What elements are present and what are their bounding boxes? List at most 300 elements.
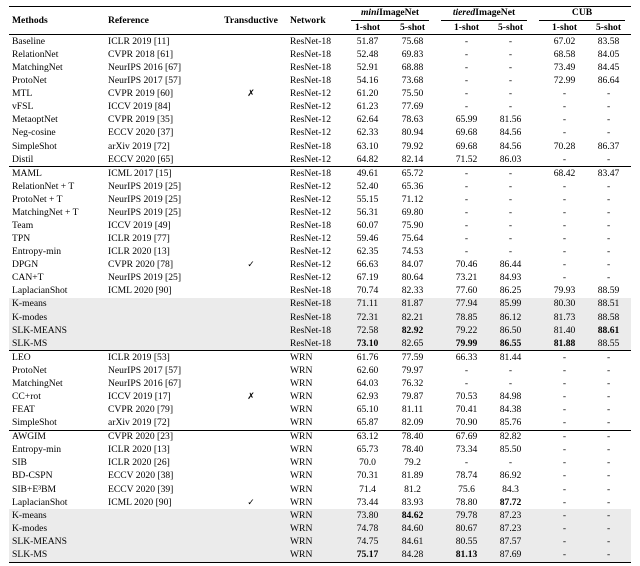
- value-cell: 81.88: [533, 337, 586, 351]
- network-cell: ResNet-12: [290, 246, 332, 258]
- reference-cell: ICLR 2020 [13]: [108, 444, 170, 456]
- value-cell: -: [464, 377, 469, 389]
- value-cell: -: [606, 444, 611, 456]
- method-cell: MTL: [12, 88, 33, 100]
- value-cell: -: [562, 404, 567, 416]
- value-cell: 73.80: [345, 509, 390, 522]
- network-cell: WRN: [290, 483, 313, 495]
- value-cell: 62.64: [356, 114, 379, 126]
- value-cell: -: [508, 220, 513, 231]
- method-cell: MatchingNet: [12, 62, 63, 74]
- reference-cell: NeurIPS 2016 [67]: [108, 62, 182, 74]
- value-cell: 60.07: [356, 220, 379, 231]
- value-cell: -: [606, 496, 611, 508]
- reference-cell: [105, 549, 215, 563]
- value-cell: -: [464, 364, 469, 376]
- value-cell: 75.64: [401, 233, 424, 245]
- value-cell: 83.93: [401, 496, 424, 508]
- value-cell: 87.57: [488, 535, 533, 548]
- method-cell: SLK-MS: [9, 549, 105, 563]
- network-cell: ResNet-12: [290, 272, 332, 284]
- network-cell: ResNet-18: [290, 140, 332, 152]
- value-cell: -: [606, 220, 611, 231]
- method-cell: LEO: [9, 351, 105, 365]
- transductive-cell: [215, 404, 287, 417]
- network-cell: ResNet-12: [290, 114, 332, 126]
- value-cell: -: [533, 535, 586, 548]
- reference-cell: CVPR 2019 [60]: [108, 88, 174, 100]
- value-cell: 86.64: [597, 75, 620, 87]
- method-cell: SimpleShot: [12, 140, 57, 152]
- value-cell: -: [606, 483, 611, 495]
- transductive-cell: [215, 417, 287, 431]
- value-cell: 80.67: [435, 522, 488, 535]
- reference-cell: [105, 522, 215, 535]
- value-cell: -: [508, 364, 513, 376]
- value-cell: -: [435, 167, 488, 181]
- transductive-cell: ✓: [247, 497, 255, 508]
- table-row: [9, 404, 631, 417]
- transductive-cell: [215, 193, 287, 206]
- value-cell: -: [606, 417, 611, 429]
- value-cell: 84.98: [499, 391, 522, 403]
- table-row: [9, 220, 631, 233]
- value-cell: -: [464, 180, 469, 192]
- network-cell: ResNet-18: [287, 324, 345, 337]
- value-cell: 68.88: [401, 62, 424, 74]
- value-cell: 84.60: [390, 522, 435, 535]
- value-cell: -: [606, 153, 611, 165]
- table-row: [9, 496, 631, 509]
- value-cell: 81.44: [488, 351, 533, 365]
- value-cell: -: [606, 470, 611, 482]
- reference-cell: ECCV 2020 [65]: [108, 153, 174, 165]
- value-cell: -: [508, 193, 513, 205]
- transductive-cell: [215, 220, 287, 233]
- table-header: [9, 7, 631, 35]
- value-cell: -: [464, 62, 469, 74]
- network-cell: ResNet-18: [290, 285, 332, 297]
- table-row: [9, 378, 631, 391]
- reference-cell: ICLR 2019 [77]: [108, 233, 170, 245]
- transductive-cell: [215, 272, 287, 285]
- method-cell: MAML: [9, 167, 105, 181]
- method-cell: K-means: [9, 509, 105, 522]
- method-cell: Team: [12, 220, 34, 231]
- table-row: [9, 285, 631, 298]
- value-cell: -: [508, 457, 513, 469]
- network-cell: ResNet-12: [290, 153, 332, 165]
- value-cell: 70.28: [553, 140, 576, 152]
- value-cell: 78.40: [390, 430, 435, 444]
- reference-cell: ICML 2020 [90]: [108, 285, 172, 297]
- value-cell: -: [508, 101, 513, 113]
- value-cell: 84.93: [499, 272, 522, 284]
- table-row: [9, 35, 631, 49]
- value-cell: 75.68: [401, 35, 424, 47]
- value-cell: 66.33: [435, 351, 488, 365]
- value-cell: -: [562, 259, 567, 271]
- group-label-italic: mini: [360, 7, 380, 18]
- value-cell: -: [586, 430, 631, 444]
- reference-cell: CVPR 2019 [35]: [108, 114, 174, 126]
- group-label-italic: tiered: [452, 7, 476, 18]
- transductive-cell: [215, 457, 287, 470]
- network-cell: ResNet-12: [290, 206, 332, 218]
- group-header-row: [9, 7, 631, 22]
- value-cell: -: [562, 101, 567, 113]
- method-cell: CC+rot: [12, 391, 41, 403]
- value-cell: -: [606, 180, 611, 192]
- transductive-cell: [215, 285, 287, 298]
- value-cell: 79.93: [553, 285, 576, 297]
- value-cell: -: [606, 233, 611, 245]
- value-cell: 78.40: [401, 444, 424, 456]
- network-cell: ResNet-18: [287, 311, 345, 324]
- value-cell: 52.48: [356, 48, 379, 60]
- transductive-cell: [215, 378, 287, 391]
- value-cell: 70.0: [359, 457, 376, 469]
- value-cell: 79.99: [435, 337, 488, 351]
- value-cell: 88.61: [586, 324, 631, 337]
- value-cell: 81.11: [401, 404, 424, 416]
- value-cell: 86.03: [499, 153, 522, 165]
- value-cell: 70.41: [455, 404, 478, 416]
- value-cell: -: [586, 351, 631, 365]
- reference-cell: CVPR 2020 [79]: [108, 404, 174, 416]
- value-cell: 64.03: [356, 377, 379, 389]
- value-cell: 73.21: [455, 272, 478, 284]
- col-group-miniimagenet: [345, 7, 435, 22]
- method-cell: MatchingNet + T: [12, 206, 79, 218]
- transductive-cell: [215, 153, 287, 167]
- value-cell: -: [562, 153, 567, 165]
- value-cell: 79.97: [401, 364, 424, 376]
- reference-cell: NeurIPS 2019 [25]: [108, 193, 182, 205]
- value-cell: 76.32: [401, 377, 424, 389]
- network-cell: ResNet-12: [290, 233, 332, 245]
- transductive-cell: [215, 337, 287, 351]
- value-cell: -: [606, 457, 611, 469]
- value-cell: -: [562, 127, 567, 139]
- value-cell: 63.10: [356, 140, 379, 152]
- value-cell: -: [562, 220, 567, 231]
- table-row: [9, 259, 631, 272]
- value-cell: 74.53: [401, 246, 424, 258]
- value-cell: -: [508, 377, 513, 389]
- col-header-mini-1shot: 1-shot: [345, 21, 390, 35]
- value-cell: 70.46: [455, 259, 478, 271]
- value-cell: 84.07: [401, 259, 424, 271]
- value-cell: 79.22: [435, 324, 488, 337]
- transductive-cell: [215, 522, 287, 535]
- transductive-cell: [215, 324, 287, 337]
- value-cell: 72.31: [345, 311, 390, 324]
- value-cell: -: [464, 48, 469, 60]
- network-cell: ResNet-12: [290, 180, 332, 192]
- method-cell: ProtoNet: [12, 75, 47, 87]
- table-row: [9, 62, 631, 75]
- value-cell: 66.63: [356, 259, 379, 271]
- method-cell: Baseline: [12, 35, 46, 47]
- transductive-cell: [215, 470, 287, 483]
- value-cell: 78.63: [401, 114, 424, 126]
- transductive-cell: [215, 311, 287, 324]
- value-cell: -: [508, 246, 513, 258]
- reference-cell: NeurIPS 2016 [67]: [108, 377, 182, 389]
- value-cell: 86.92: [499, 470, 522, 482]
- value-cell: 77.69: [401, 101, 424, 113]
- method-cell: Distil: [12, 153, 34, 165]
- col-header-network: Network: [287, 7, 345, 35]
- value-cell: 78.74: [455, 470, 478, 482]
- value-cell: -: [606, 193, 611, 205]
- value-cell: 78.85: [435, 311, 488, 324]
- network-cell: WRN: [287, 509, 345, 522]
- group-label: ImageNet: [475, 7, 516, 18]
- value-cell: -: [533, 430, 586, 444]
- value-cell: -: [562, 377, 567, 389]
- reference-cell: ICLR 2020 [13]: [108, 246, 170, 258]
- value-cell: 75.90: [401, 220, 424, 231]
- method-cell: RelationNet: [12, 48, 59, 60]
- value-cell: -: [464, 457, 469, 469]
- reference-cell: CVPR 2018 [61]: [108, 48, 174, 60]
- network-cell: WRN: [290, 391, 313, 403]
- value-cell: 65.87: [356, 417, 379, 429]
- value-cell: 80.55: [435, 535, 488, 548]
- col-header-cub-1shot: 1-shot: [533, 21, 586, 35]
- table-row: [9, 483, 631, 496]
- transductive-cell: [215, 430, 287, 444]
- value-cell: 79.2: [404, 457, 421, 469]
- method-cell: K-means: [9, 298, 105, 311]
- value-cell: -: [606, 272, 611, 284]
- group-label: CUB: [571, 7, 593, 18]
- transductive-cell: [215, 246, 287, 259]
- value-cell: 79.92: [401, 140, 424, 152]
- value-cell: 85.76: [499, 417, 522, 429]
- reference-cell: ICCV 2019 [17]: [108, 391, 171, 403]
- method-cell: vFSL: [12, 101, 34, 113]
- network-cell: WRN: [290, 377, 313, 389]
- value-cell: 73.49: [553, 62, 576, 74]
- network-cell: ResNet-18: [290, 220, 332, 231]
- value-cell: 86.44: [499, 259, 522, 271]
- network-cell: ResNet-18: [290, 62, 332, 74]
- value-cell: -: [562, 233, 567, 245]
- value-cell: -: [562, 444, 567, 456]
- reference-cell: [105, 535, 215, 548]
- table-row: [9, 193, 631, 206]
- value-cell: 80.64: [401, 272, 424, 284]
- value-cell: -: [562, 206, 567, 218]
- value-cell: 84.38: [499, 404, 522, 416]
- value-cell: 75.17: [345, 549, 390, 563]
- value-cell: 87.72: [499, 496, 522, 508]
- value-cell: 61.20: [356, 88, 379, 100]
- network-cell: WRN: [290, 496, 313, 508]
- col-header-transductive: Transductive: [215, 7, 287, 35]
- value-cell: 72.99: [553, 75, 576, 87]
- table-row: [9, 351, 631, 365]
- value-cell: 77.59: [390, 351, 435, 365]
- value-cell: 62.93: [356, 391, 379, 403]
- table-row: [9, 337, 631, 351]
- reference-cell: ECCV 2020 [38]: [108, 470, 174, 482]
- network-cell: WRN: [290, 444, 313, 456]
- value-cell: 88.55: [586, 337, 631, 351]
- value-cell: -: [562, 496, 567, 508]
- table-row: [9, 180, 631, 193]
- value-cell: -: [464, 35, 469, 47]
- table-row: [9, 457, 631, 470]
- reference-cell: ICML 2017 [15]: [105, 167, 215, 181]
- reference-cell: ICLR 2019 [53]: [105, 351, 215, 365]
- value-cell: -: [606, 404, 611, 416]
- value-cell: 82.65: [390, 337, 435, 351]
- reference-cell: ICLR 2019 [11]: [108, 35, 170, 47]
- value-cell: 84.3: [502, 483, 519, 495]
- transductive-cell: [215, 75, 287, 88]
- value-cell: -: [508, 206, 513, 218]
- value-cell: -: [586, 522, 631, 535]
- value-cell: 65.99: [455, 114, 478, 126]
- table-row: [9, 509, 631, 522]
- value-cell: 52.91: [356, 62, 379, 74]
- value-cell: 49.61: [345, 167, 390, 181]
- value-cell: 82.14: [401, 153, 424, 165]
- value-cell: 86.25: [499, 285, 522, 297]
- transductive-cell: [215, 298, 287, 311]
- value-cell: 84.56: [499, 140, 522, 152]
- group-label: ImageNet: [379, 7, 420, 18]
- value-cell: 81.13: [435, 549, 488, 563]
- network-cell: WRN: [287, 535, 345, 548]
- value-cell: -: [562, 470, 567, 482]
- value-cell: 88.59: [597, 285, 620, 297]
- transductive-cell: [215, 49, 287, 62]
- value-cell: 77.94: [435, 298, 488, 311]
- value-cell: -: [464, 206, 469, 218]
- value-cell: 52.40: [356, 180, 379, 192]
- value-cell: 85.50: [499, 444, 522, 456]
- method-cell: MetaoptNet: [12, 114, 58, 126]
- col-header-reference: Reference: [105, 7, 215, 35]
- value-cell: 82.09: [401, 417, 424, 429]
- table-row: [9, 417, 631, 431]
- value-cell: 87.23: [488, 509, 533, 522]
- method-cell: FEAT: [12, 404, 35, 416]
- value-cell: 86.55: [488, 337, 533, 351]
- value-cell: 68.58: [553, 48, 576, 60]
- transductive-cell: [215, 549, 287, 563]
- value-cell: 86.50: [488, 324, 533, 337]
- value-cell: 81.87: [390, 298, 435, 311]
- value-cell: 84.05: [597, 48, 620, 60]
- value-cell: -: [606, 391, 611, 403]
- method-cell: SLK-MS: [9, 337, 105, 351]
- transductive-cell: [215, 180, 287, 193]
- value-cell: -: [464, 233, 469, 245]
- value-cell: 61.23: [356, 101, 379, 113]
- value-cell: -: [464, 220, 469, 231]
- network-cell: WRN: [290, 404, 313, 416]
- table-row: [9, 391, 631, 404]
- value-cell: -: [562, 193, 567, 205]
- network-cell: WRN: [287, 351, 345, 365]
- value-cell: 84.28: [390, 549, 435, 563]
- network-cell: ResNet-18: [287, 167, 345, 181]
- value-cell: 59.46: [356, 233, 379, 245]
- value-cell: 84.61: [390, 535, 435, 548]
- col-group-tieredimagenet: [435, 7, 533, 22]
- reference-cell: ICCV 2019 [84]: [108, 101, 171, 113]
- transductive-cell: [215, 509, 287, 522]
- table-row: [9, 114, 631, 127]
- value-cell: -: [586, 509, 631, 522]
- table-row: [9, 101, 631, 114]
- value-cell: 65.73: [356, 444, 379, 456]
- value-cell: 69.68: [455, 140, 478, 152]
- table-row: [9, 127, 631, 140]
- method-cell: K-modes: [9, 311, 105, 324]
- method-cell: LaplacianShot: [12, 496, 68, 508]
- col-header-tiered-1shot: 1-shot: [435, 21, 488, 35]
- reference-cell: [105, 298, 215, 311]
- col-header-methods: Methods: [9, 7, 105, 35]
- value-cell: -: [464, 193, 469, 205]
- reference-cell: NeurIPS 2019 [25]: [108, 180, 182, 192]
- col-header-tiered-5shot: 5-shot: [488, 21, 533, 35]
- value-cell: 71.52: [455, 153, 478, 165]
- transductive-cell: [215, 101, 287, 114]
- network-cell: ResNet-12: [290, 88, 332, 100]
- method-cell: SIB: [12, 457, 27, 469]
- reference-cell: ECCV 2020 [37]: [108, 127, 174, 139]
- table-row: [9, 140, 631, 153]
- value-cell: 72.58: [345, 324, 390, 337]
- method-cell: Neg-cosine: [12, 127, 56, 139]
- value-cell: 81.73: [533, 311, 586, 324]
- value-cell: -: [562, 272, 567, 284]
- value-cell: -: [562, 114, 567, 126]
- value-cell: 62.33: [356, 127, 379, 139]
- table-row: [9, 233, 631, 246]
- reference-cell: CVPR 2020 [78]: [108, 259, 174, 271]
- value-cell: 86.37: [597, 140, 620, 152]
- col-group-cub: [533, 7, 631, 22]
- transductive-cell: [215, 140, 287, 153]
- value-cell: 54.16: [356, 75, 379, 87]
- value-cell: -: [508, 233, 513, 245]
- value-cell: 80.30: [533, 298, 586, 311]
- table-row: [9, 522, 631, 535]
- network-cell: ResNet-12: [290, 259, 332, 271]
- value-cell: 81.40: [533, 324, 586, 337]
- network-cell: ResNet-18: [290, 75, 332, 87]
- network-cell: ResNet-18: [290, 35, 332, 47]
- method-cell: SLK-MEANS: [9, 535, 105, 548]
- table-row: [9, 298, 631, 311]
- reference-cell: NeurIPS 2017 [57]: [108, 75, 182, 87]
- value-cell: 71.11: [345, 298, 390, 311]
- value-cell: -: [606, 246, 611, 258]
- network-cell: WRN: [287, 549, 345, 563]
- value-cell: 62.60: [356, 364, 379, 376]
- value-cell: 73.68: [401, 75, 424, 87]
- results-table: [9, 6, 631, 563]
